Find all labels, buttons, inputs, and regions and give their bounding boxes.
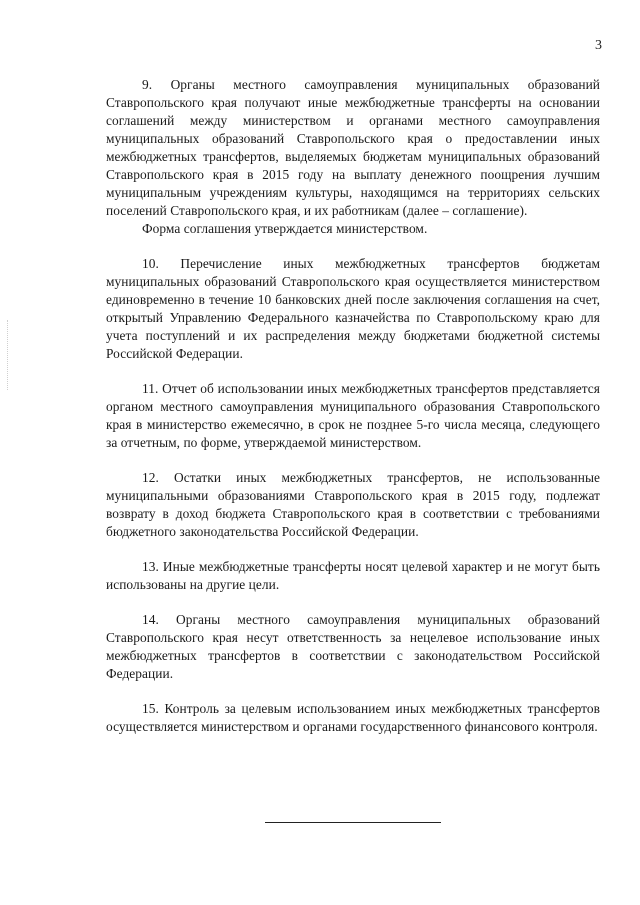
paragraph-14: 14. Органы местного самоуправления муниципальных образований Ставропольского края несут ответственность за нецелевое использование иных межбюджетных трансфертов в соответствии с законодательством Российской Федерации. (106, 612, 600, 681)
scan-margin-mark (7, 320, 9, 390)
document-body (106, 76, 600, 736)
paragraph-10: 10. Перечисление иных межбюджетных трансфертов бюджетам муниципальных образований Ставропольского края осуществляется министерством единовременно в течение 10 банковских дней после заключения соглашения на счет, открытый Управлению Федерального казначейства по Ставропольскому краю для учета поступлений и их распределения между бюджетами бюджетной системы Российской Федерации. (106, 256, 600, 361)
paragraph-11: 11. Отчет об использовании иных межбюджетных трансфертов представляется органом местного самоуправления муниципального образования Ставропольского края в министерство ежемесячно, в срок не позднее 5-го числа месяца, следующего за отчетным, по форме, утверждаемой министерством. (106, 381, 600, 450)
paragraph-12: 12. Остатки иных межбюджетных трансфертов, не использованные муниципальными образованиями Ставропольского края в 2015 году, подлежат возврату в доход бюджета Ставропольского края в соответствии с требованиями бюджетного законодательства Российской Федерации. (106, 470, 600, 539)
closing-rule-divider (265, 822, 441, 823)
paragraph-9: 9. Органы местного самоуправления муниципальных образований Ставропольского края получают иные межбюджетные трансферты на основании соглашений между министерством и органами местного самоуправления муниципальных образований Ставропольского края о предоставлении иных межбюджетных трансфертов, выделяемых бюджетам муниципальных образований Ставропольского края в 2015 году на выплату денежного поощрения лучшим муниципальным учреждениям культуры, находящимся на территориях сельских поселений Ставропольского края, и их работникам (далее – соглашение). (106, 77, 600, 218)
paragraph-15: 15. Контроль за целевым использованием иных межбюджетных трансфертов осуществляется министерством и органами государственного финансового контроля. (106, 701, 600, 734)
page-number: 3 (595, 38, 602, 53)
paragraph-13: 13. Иные межбюджетные трансферты носят целевой характер и не могут быть использованы на другие цели. (106, 559, 600, 592)
paragraph-9-form-note: Форма соглашения утверждается министерством. (142, 221, 428, 236)
